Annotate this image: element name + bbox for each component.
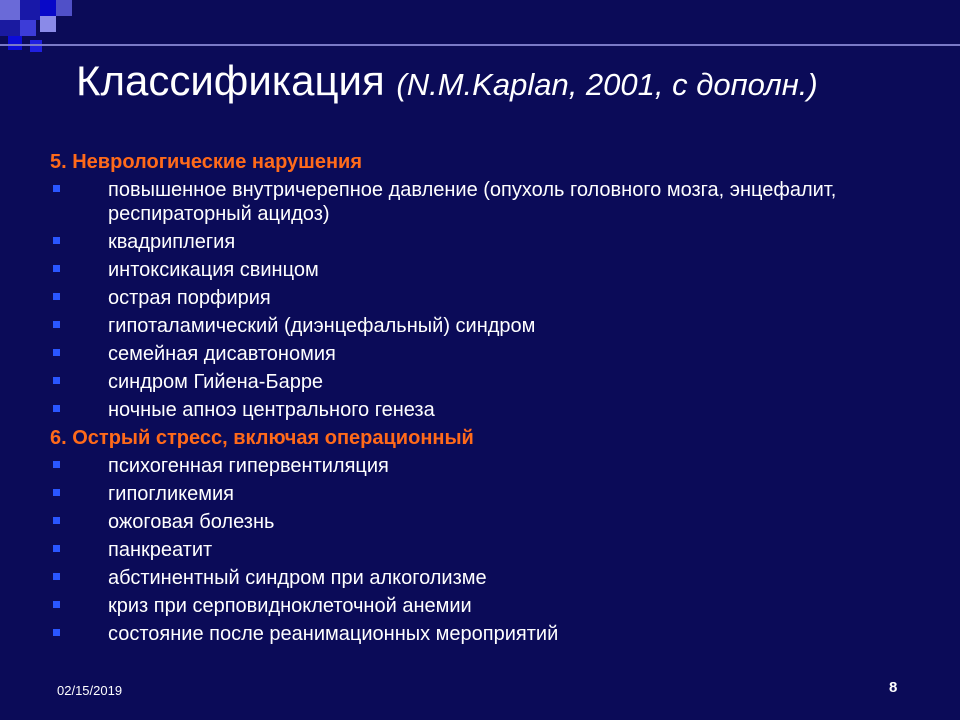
footer-date: 02/15/2019 [57,683,123,698]
square-bullet-icon [53,573,60,580]
list-item [50,566,930,590]
list-item [50,370,930,394]
list-item [50,230,930,254]
list-item-text: острая порфирия [108,287,271,309]
list-item [50,178,930,226]
list-item-text: ожоговая болезнь [108,511,275,533]
square-bullet-icon [53,517,60,524]
list-item [50,538,930,562]
list-item [50,454,930,478]
square-bullet-icon [53,185,60,192]
list-item-text: гипоталамический (диэнцефальный) синдром [108,315,536,337]
list-item [50,482,930,506]
list-item-text: панкреатит [108,539,213,561]
slide-title [76,56,818,110]
square-bullet-icon [53,293,60,300]
slide-content [50,150,930,650]
title-source: (N.M.Kaplan, 2001, с дополн.) [396,67,818,102]
list-item [50,594,930,618]
list-item-text: психогенная гипервентиляция [108,455,389,477]
list-item-text: абстинентный синдром при алкоголизме [108,567,487,589]
square-bullet-icon [53,349,60,356]
list-item [50,398,930,422]
list-item [50,622,930,646]
list-item-text: гипогликемия [108,483,234,505]
square-bullet-icon [53,461,60,468]
square-bullet-icon [53,489,60,496]
page-number: 8 [889,679,898,696]
list-item [50,258,930,282]
list-item-text: синдром Гийена-Барре [108,371,324,393]
section-acute-stress [50,426,930,646]
list-item-text: криз при серповидноклеточной анемии [108,595,472,617]
square-bullet-icon [53,237,60,244]
square-bullet-icon [53,377,60,384]
section-neurological [50,150,930,422]
list-item [50,314,930,338]
list-item [50,342,930,366]
square-bullet-icon [53,629,60,636]
list-item-text: семейная дисавтономия [108,343,336,365]
list-item-text: состояние после реанимационных мероприятий [108,623,559,645]
list-item-text: повышенное внутричерепное давление (опухоль головного мозга, энцефалит, респираторный ацидоз) [108,179,837,225]
square-bullet-icon [53,405,60,412]
header-divider [0,44,960,46]
section-heading: 6. Острый стресс, включая операционный [50,427,474,449]
section-heading: 5. Неврологические нарушения [50,151,363,173]
list-item [50,510,930,534]
list-item-text: интоксикация свинцом [108,259,319,281]
list-item-text: ночные апноэ центрального генеза [108,399,435,421]
square-bullet-icon [53,545,60,552]
square-bullet-icon [53,265,60,272]
list-item-text: квадриплегия [108,231,236,253]
square-bullet-icon [53,321,60,328]
corner-decoration [0,0,80,60]
title-main: Классификация [76,57,385,104]
square-bullet-icon [53,601,60,608]
list-item [50,286,930,310]
